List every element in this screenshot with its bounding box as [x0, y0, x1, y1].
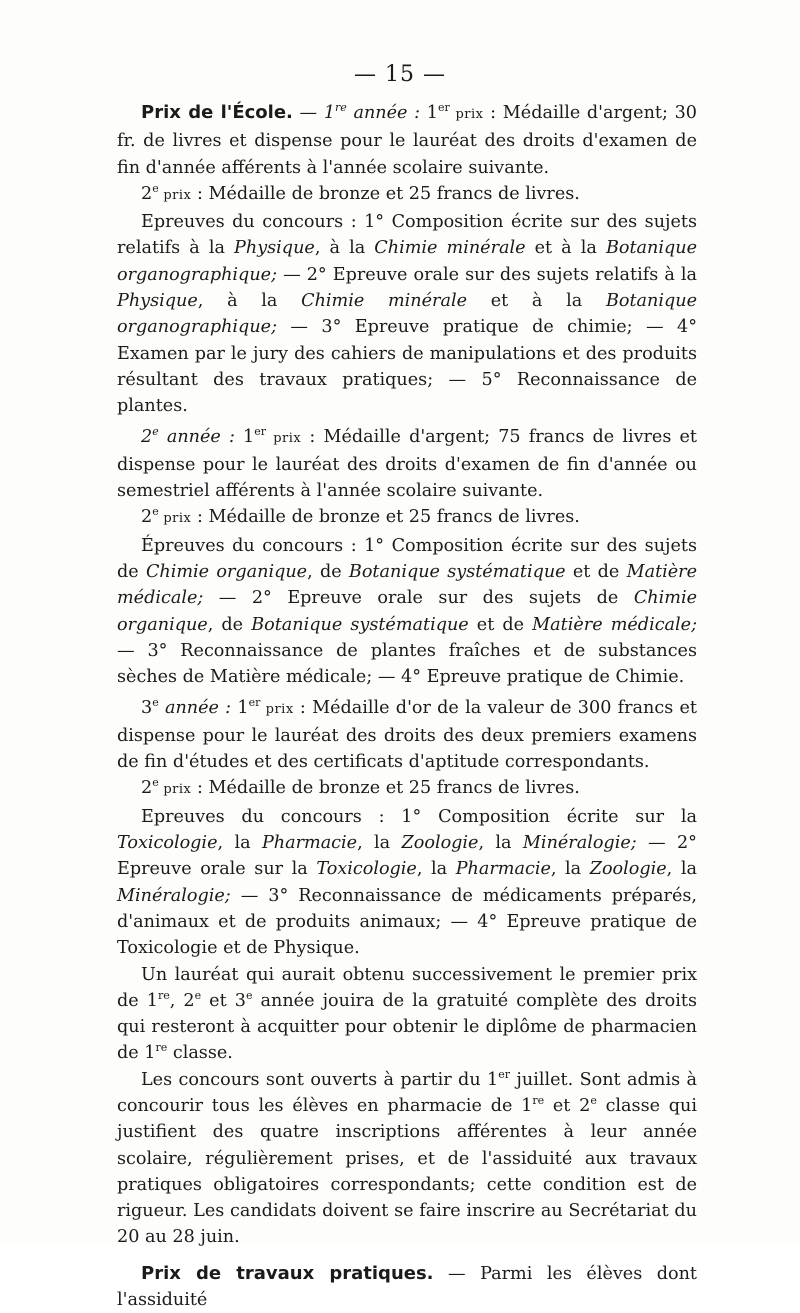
paragraph-third-year-first-prize: 3e année : 1er prix : Médaille d'or de la valeur de 300 francs et dispense pour le lauréat des droits des deux premiers examens de fin d'études et des certificats d'aptitude correspondants. [117, 695, 697, 773]
page-body [117, 100, 697, 1313]
paragraph-competition-rules: Les concours sont ouverts à partir du 1er juillet. Sont admis à concourir tous les élèves en pharmacie de 1re et 2e classe qui justifient des quatre inscriptions afférentes à leur année scolaire, régulièrement prises, et de l'assiduité aux travaux pratiques obligatoires correspondants; cette condition est de rigueur. Les candidats doivent se faire inscrire au Secrétariat du 20 au 28 juin. [117, 1067, 697, 1248]
paragraph-laureate-gratuity: Un lauréat qui aurait obtenu successivement le premier prix de 1re, 2e et 3e année jouira de la gratuité complète des droits qui resteront à acquitter pour obtenir le diplôme de pharmacien de 1re classe. [117, 964, 697, 1064]
section-heading-prix-travaux-pratiques: Prix de travaux pratiques. [141, 1262, 434, 1284]
paragraph-second-year-exams: Épreuves du concours : 1° Composition écrite sur des sujets de Chimie organique, de Botanique systématique et de Matière médicale; — 2° Epreuve orale sur des sujets de Chimie organique, de Botanique systématique et de Matière médicale; — 3° Reconnaissance de plantes fraîches et de substances sèches de Matière médicale; — 4° Epreuve pratique de Chimie. [117, 535, 698, 688]
paragraph-prix-ecole: Prix de l'École. — 1re année : 1er prix : Médaille d'argent; 30 fr. de livres et dispense pour le lauréat des droits d'examen de fin d'année afférents à l'année scolaire suivante. [117, 101, 697, 178]
paragraph-first-year-exams: Epreuves du concours : 1° Composition écrite sur des sujets relatifs à la Physique, à la Chimie minérale et à la Botanique organographique; — 2° Epreuve orale sur des sujets relatifs à la Physique, à la Chimie minérale et à la Botanique organographique; — 3° Epreuve pratique de chimie; — 4° Examen par le jury des cahiers de manipulations et des produits résultant des travaux pratiques; — 5° Reconnaissance de plantes. [117, 212, 697, 417]
paragraph-prix-travaux-pratiques: Prix de travaux pratiques. — Parmi les élèves dont l'assiduité [117, 1262, 698, 1311]
paragraph-second-year-first-prize: 2e année : 1er prix : Médaille d'argent; 75 francs de livres et dispense pour le lauréat des droits d'examen de fin d'année ou semestriel afférents à l'année scolaire suivante. [117, 424, 697, 502]
paragraph-first-year-second-prize: 2e prix : Médaille de bronze et 25 francs de livres. [141, 182, 580, 204]
paragraph-third-year-exams: Epreuves du concours : 1° Composition écrite sur la Toxicologie, la Pharmacie, la Zoologie, la Minéralogie; — 2° Epreuve orale sur la Toxicologie, la Pharmacie, la Zoologie, la Minéralogie; — 3° Reconnaissance de médicaments préparés, d'animaux et de produits animaux; — 4° Epreuve pratique de Toxicologie et de Physique. [117, 806, 697, 959]
page-number: — 15 — [354, 62, 446, 87]
paragraph-second-year-second-prize: 2e prix : Médaille de bronze et 25 francs de livres. [141, 505, 580, 528]
section-heading-prix-ecole: Prix de l'École. [141, 102, 293, 123]
paragraph-third-year-second-prize: 2e prix : Médaille de bronze et 25 francs de livres. [141, 776, 580, 799]
